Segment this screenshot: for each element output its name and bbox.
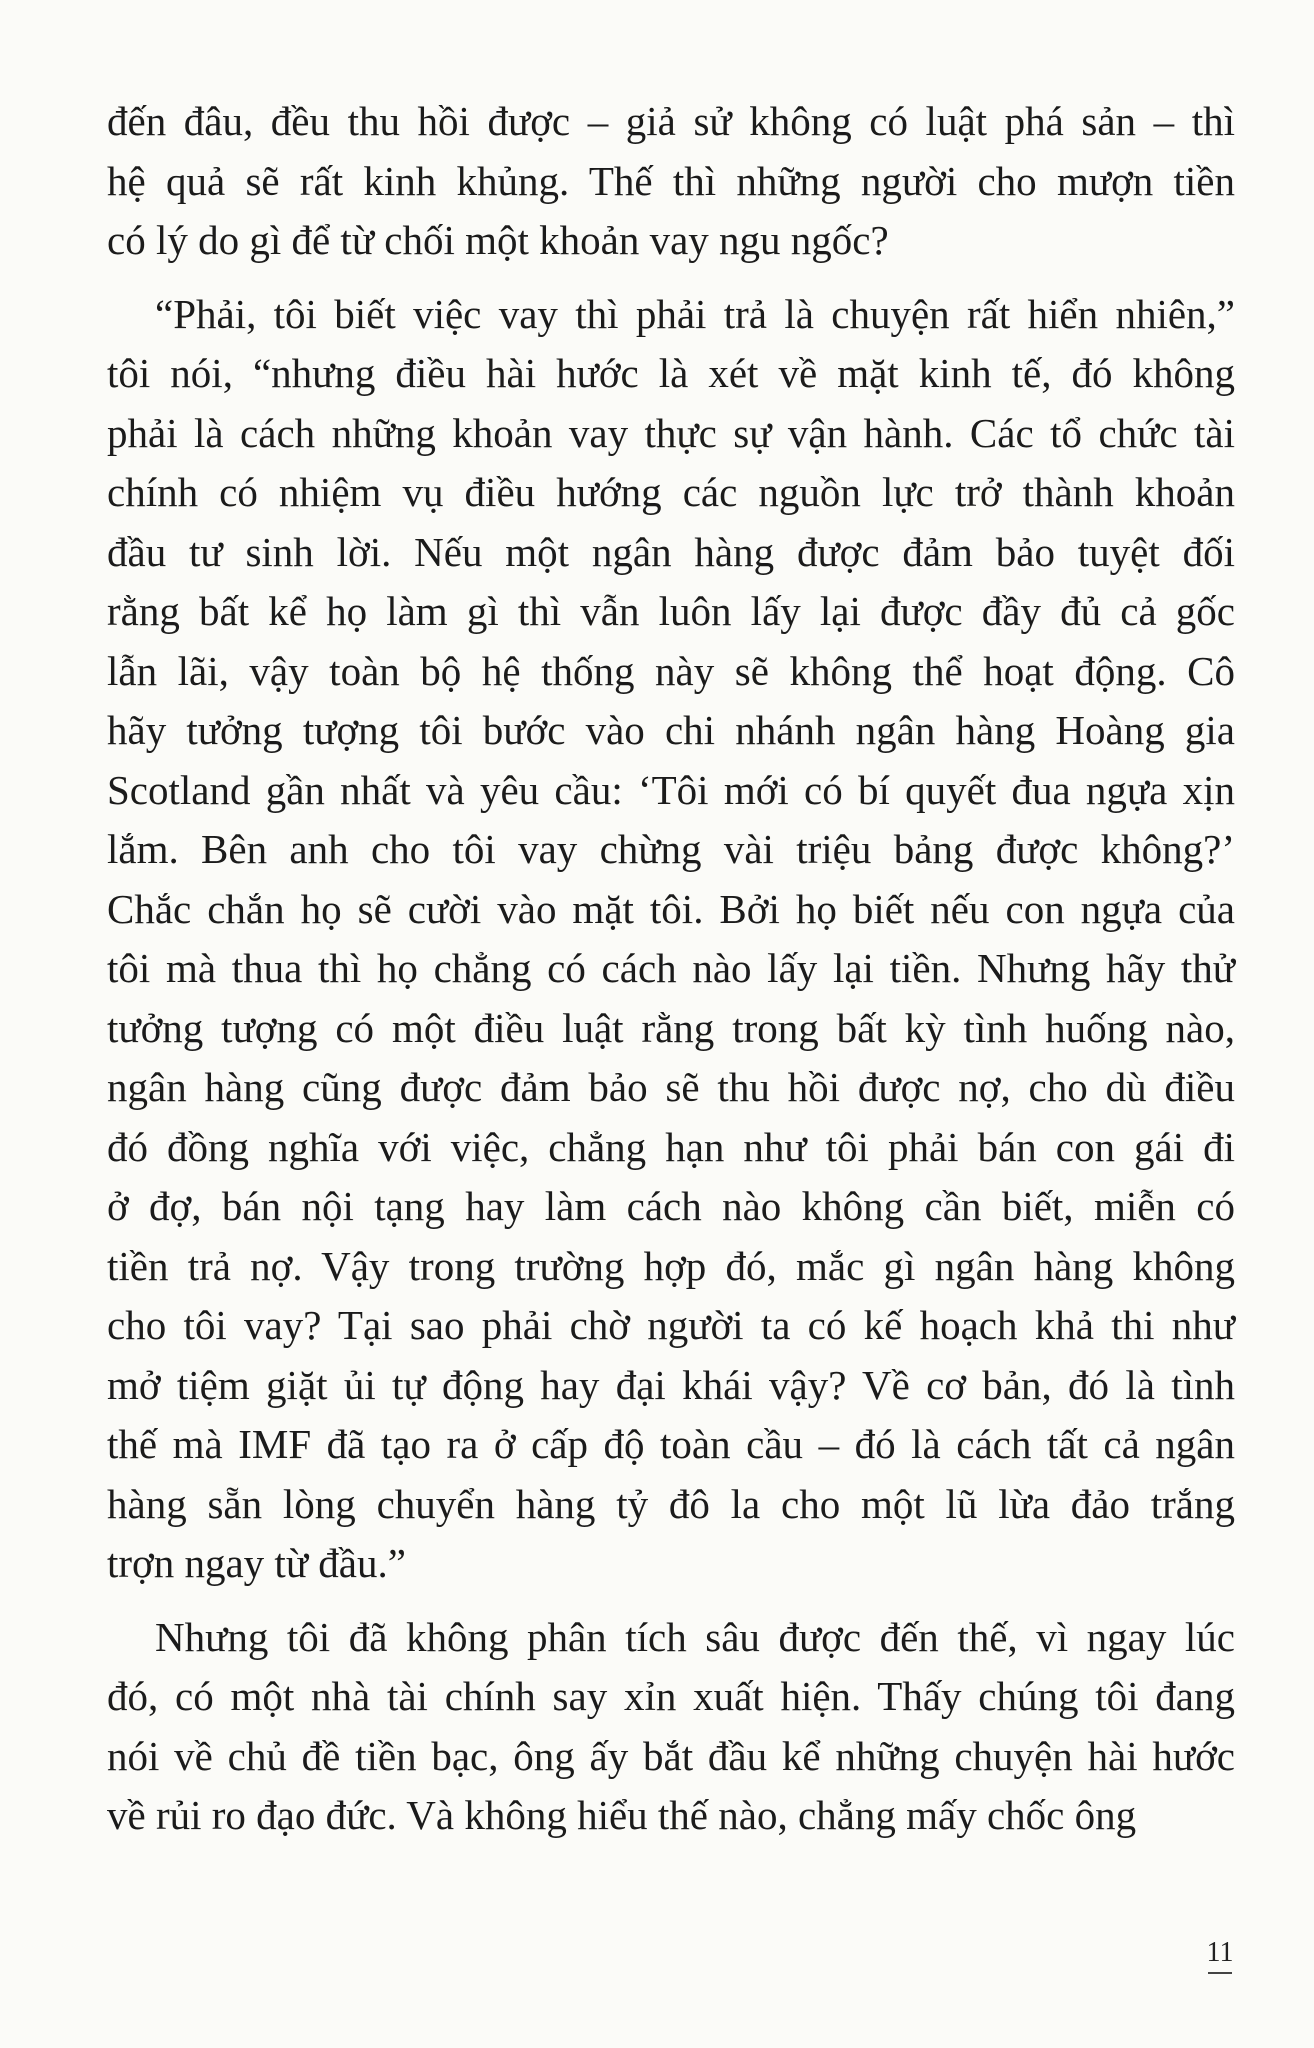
paragraph-gap [107,271,1235,285]
text-line: về rủi ro đạo đức. Và không hiểu thế nào, chẳng mấy chốc ông [107,1792,1137,1838]
text-line: thế mà IMF đã tạo ra ở cấp độ toàn cầu – đó là cách tất cả ngân [107,1421,1235,1467]
text-line: chính có nhiệm vụ điều hướng các nguồn lực trở thành khoản [107,469,1235,515]
text-line: tưởng tượng có một điều luật rằng trong bất kỳ tình huống nào, [107,1004,1235,1051]
text-line: ở đợ, bán nội tạng hay làm cách nào không cần biết, miễn có [107,1183,1235,1229]
text-line: cho tôi vay? Tại sao phải chờ người ta có kế hoạch khả thi như [107,1302,1235,1348]
page-number: 11 [1206,1937,1234,1968]
text-line: tiền trả nợ. Vậy trong trường hợp đó, mắc gì ngân hàng không [107,1242,1235,1289]
paragraph [107,285,1235,1594]
text-line: rằng bất kể họ làm gì thì vẫn luôn lấy lại được đầy đủ cả gốc [107,588,1235,634]
text-line: lắm. Bên anh cho tôi vay chừng vài triệu bảng được không?’ [107,826,1235,872]
text-line: Nhưng tôi đã không phân tích sâu được đến thế, vì ngay lúc [155,1613,1235,1660]
text-line: trợn ngay từ đầu.” [107,1540,406,1586]
text-line: hàng sẵn lòng chuyển hàng tỷ đô la cho một lũ lừa đảo trắng [107,1480,1235,1527]
text-line: tôi mà thua thì họ chẳng có cách nào lấy lại tiền. Nhưng hãy thử [107,945,1235,991]
text-line: mở tiệm giặt ủi tự động hay đại khái vậy? Về cơ bản, đó là tình [107,1361,1235,1408]
text-line: “Phải, tôi biết việc vay thì phải trả là chuyện rất hiển nhiên,” [155,290,1235,337]
paragraph [107,92,1235,271]
text-line: Chắc chắn họ sẽ cười vào mặt tôi. Bởi họ biết nếu con ngựa của [107,885,1235,932]
text-line: nói về chủ đề tiền bạc, ông ấy bắt đầu kể những chuyện hài hước [107,1732,1235,1779]
text-line: hệ quả sẽ rất kinh khủng. Thế thì những người cho mượn tiền [107,157,1235,204]
text-line: đầu tư sinh lời. Nếu một ngân hàng được đảm bảo tuyệt đối [107,528,1235,575]
text-line: đến đâu, đều thu hồi được – giả sử không có luật phá sản – thì [107,98,1235,144]
text-line: hãy tưởng tượng tôi bước vào chi nhánh ngân hàng Hoàng gia [107,707,1235,753]
paragraph [107,1608,1235,1846]
text-line: đó, có một nhà tài chính say xỉn xuất hiện. Thấy chúng tôi đang [107,1673,1235,1719]
paragraph-gap [107,1594,1235,1608]
text-line: lẫn lãi, vậy toàn bộ hệ thống này sẽ không thể hoạt động. Cô [107,647,1235,694]
text-line: đó đồng nghĩa với việc, chẳng hạn như tôi phải bán con gái đi [107,1123,1235,1170]
body-text [107,92,1235,1846]
text-line: có lý do gì để từ chối một khoản vay ngu ngốc? [107,217,889,263]
text-line: ngân hàng cũng được đảm bảo sẽ thu hồi được nợ, cho dù điều [107,1064,1235,1110]
text-line: Scotland gần nhất và yêu cầu: ‘Tôi mới có bí quyết đua ngựa xịn [107,766,1235,813]
text-line: tôi nói, “nhưng điều hài hước là xét về mặt kinh tế, đó không [107,350,1235,396]
page-number-underline [1208,1972,1232,1974]
text-line: phải là cách những khoản vay thực sự vận hành. Các tổ chức tài [107,409,1235,456]
